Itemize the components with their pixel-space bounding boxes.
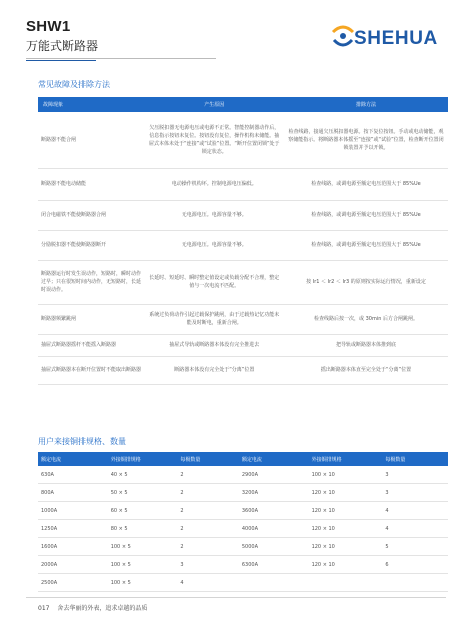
spec-cell: 2 [177,484,239,502]
spec-cell: 120 × 10 [309,556,383,574]
spec-cell: 2500A [38,574,108,592]
header-cause: 产生原因 [145,97,284,112]
spec-cell: 50 × 5 [108,484,178,502]
spec-cell: 2000A [38,556,108,574]
spec-cell [309,574,383,592]
spec-cell: 120 × 10 [309,502,383,520]
table-row [38,502,448,520]
spec-cell: 60 × 5 [108,502,178,520]
cause-cell: 电动操作机构坏。控制电源电压偏低。 [145,168,284,200]
spec-cell: 630A [38,466,108,484]
spec-cell [382,574,448,592]
symptom-cell: 断路器不能电动储能 [38,168,145,200]
symptom-cell: 断路器不能合闸 [38,112,145,168]
symptom-cell: 抽屉式断路器摇杆不能摇入断路器 [38,334,145,356]
spec-cell: 3 [382,484,448,502]
symptom-cell: 断路器频繁跳闸 [38,304,145,334]
brand-name: SHEHUA [354,28,438,49]
cause-cell: 欠压脱扣器无电源电压或电源不正常。智能控制器动作后，信息指示按钮未复位。按钮没有复位，操作机构未储能。抽屉式本体未处于“连接”或“试验”位置。“断开位置闭锁”处于锁定状态。 [145,112,284,168]
spec-cell: 100 × 5 [108,574,178,592]
spec-cell: 6300A [239,556,309,574]
table-row [38,304,448,334]
remedy-cell: 检查线路，或调电源至额定电压范围大于 85%Ue [284,168,448,200]
table-row [38,230,448,260]
spec-cell: 5 [382,538,448,556]
remedy-cell: 把导轨或断路器本体推到底 [284,334,448,356]
logo-emblem-icon [330,20,356,56]
spec-cell: 3200A [239,484,309,502]
spec-cell: 1000A [38,502,108,520]
model-code: SHW1 [26,18,71,35]
header-qty-per-pole: 每极数量 [382,452,448,466]
remedy-cell: 检查线路后按一次，或 30min 后方合闸跳闸。 [284,304,448,334]
spec-cell: 3600A [239,502,309,520]
remedy-cell: 检查线路，或调电源至额定电压范围大于 85%Ue [284,200,448,230]
header-qty-per-pole: 每极数量 [177,452,239,466]
cause-cell: 断路器本体没有完全处于“分离”位置 [145,356,284,384]
table-row [38,112,448,168]
header-symptom: 故障现象 [38,97,145,112]
spec-cell: 100 × 10 [309,466,383,484]
spec-cell: 5000A [239,538,309,556]
spec-cell: 2 [177,520,239,538]
spec-cell: 800A [38,484,108,502]
table-row [38,520,448,538]
spec-cell: 3 [382,466,448,484]
table-row [38,334,448,356]
header-divider-accent [26,60,96,61]
fault-table [38,97,448,385]
spec-cell: 4 [382,502,448,520]
product-title: 万能式断路器 [26,39,99,53]
spec-cell: 1600A [38,538,108,556]
page-footer [38,603,147,612]
spec-cell: 100 × 5 [108,556,178,574]
table-row [38,556,448,574]
footer-slogan: 舍去华丽的外表，追求卓越的品质 [57,605,148,612]
spec-section-title: 用户来接铜排规格、数量 [38,437,126,446]
fault-table-header [38,97,448,112]
table-row [38,356,448,384]
spec-cell: 80 × 5 [108,520,178,538]
fault-section-title: 常见故障及排除方法 [38,80,110,89]
table-row [38,168,448,200]
spec-cell: 4000A [239,520,309,538]
remedy-cell: 检查线路，或调电源至额定电压范围大于 85%Ue [284,230,448,260]
table-row [38,484,448,502]
spec-cell: 40 × 5 [108,466,178,484]
spec-cell: 4 [382,520,448,538]
cause-cell: 无电源电压。电源容量不够。 [145,200,284,230]
symptom-cell: 分励脱扣器不能使断路器断开 [38,230,145,260]
remedy-cell: 检查线路，接通欠压脱扣器电源。按下复位按钮。手动或电动储能，观察储能指示。将断路器本体摇至“连接”或“试验”位置，检查断开位置闭锁装置并予以开锁。 [284,112,448,168]
spec-cell: 2 [177,538,239,556]
busbar-spec-table [38,452,448,592]
header-busbar-spec: 外接铜排规格 [309,452,383,466]
spec-cell: 120 × 10 [309,484,383,502]
spec-cell: 4 [177,574,239,592]
table-row [38,574,448,592]
spec-cell: 1250A [38,520,108,538]
header-divider [26,58,216,59]
spec-table-header [38,452,448,466]
symptom-cell: 断路器运行时发生误动作，短路时，瞬时动作过早；只在很短时间内动作，无短路时，长延时误动作。 [38,260,145,304]
spec-cell: 3 [177,556,239,574]
cause-cell: 长延时、短延时、瞬时整定值设定或负载分配不合理，整定值与一次电流不匹配。 [145,260,284,304]
table-row [38,200,448,230]
spec-cell: 6 [382,556,448,574]
spec-cell: 120 × 10 [309,520,383,538]
cause-cell: 无电源电压。电源容量不够。 [145,230,284,260]
footer-divider [26,597,446,598]
spec-cell: 2 [177,466,239,484]
brand-logo [330,20,448,56]
header-busbar-spec: 外接铜排规格 [108,452,178,466]
remedy-cell: 按 Ir1 ＜ Ir2 ＜ Ir3 的原则按实际运行情况，重新设定 [284,260,448,304]
spec-cell [239,574,309,592]
table-row [38,538,448,556]
cause-cell: 系统过负荷动作引起过载保护跳闸，由于过载热记忆功能未能及时断电，重新合闸。 [145,304,284,334]
header-remedy: 排除方法 [284,97,448,112]
table-row [38,260,448,304]
cause-cell: 抽屉式导轨或断路器本体没有完全推进去 [145,334,284,356]
spec-cell: 2900A [239,466,309,484]
symptom-cell: 闭合电磁铁不能使断路器合闸 [38,200,145,230]
spec-cell: 120 × 10 [309,538,383,556]
header-rated-current: 额定电流 [38,452,108,466]
spec-cell: 100 × 5 [108,538,178,556]
page-number: 017 [38,605,50,612]
remedy-cell: 摇出断路器本体直至完全处于“分离”位置 [284,356,448,384]
spec-cell: 2 [177,502,239,520]
header-rated-current: 额定电流 [239,452,309,466]
table-row [38,466,448,484]
symptom-cell: 抽屉式断路器本在断开位置时不能取出断路器 [38,356,145,384]
